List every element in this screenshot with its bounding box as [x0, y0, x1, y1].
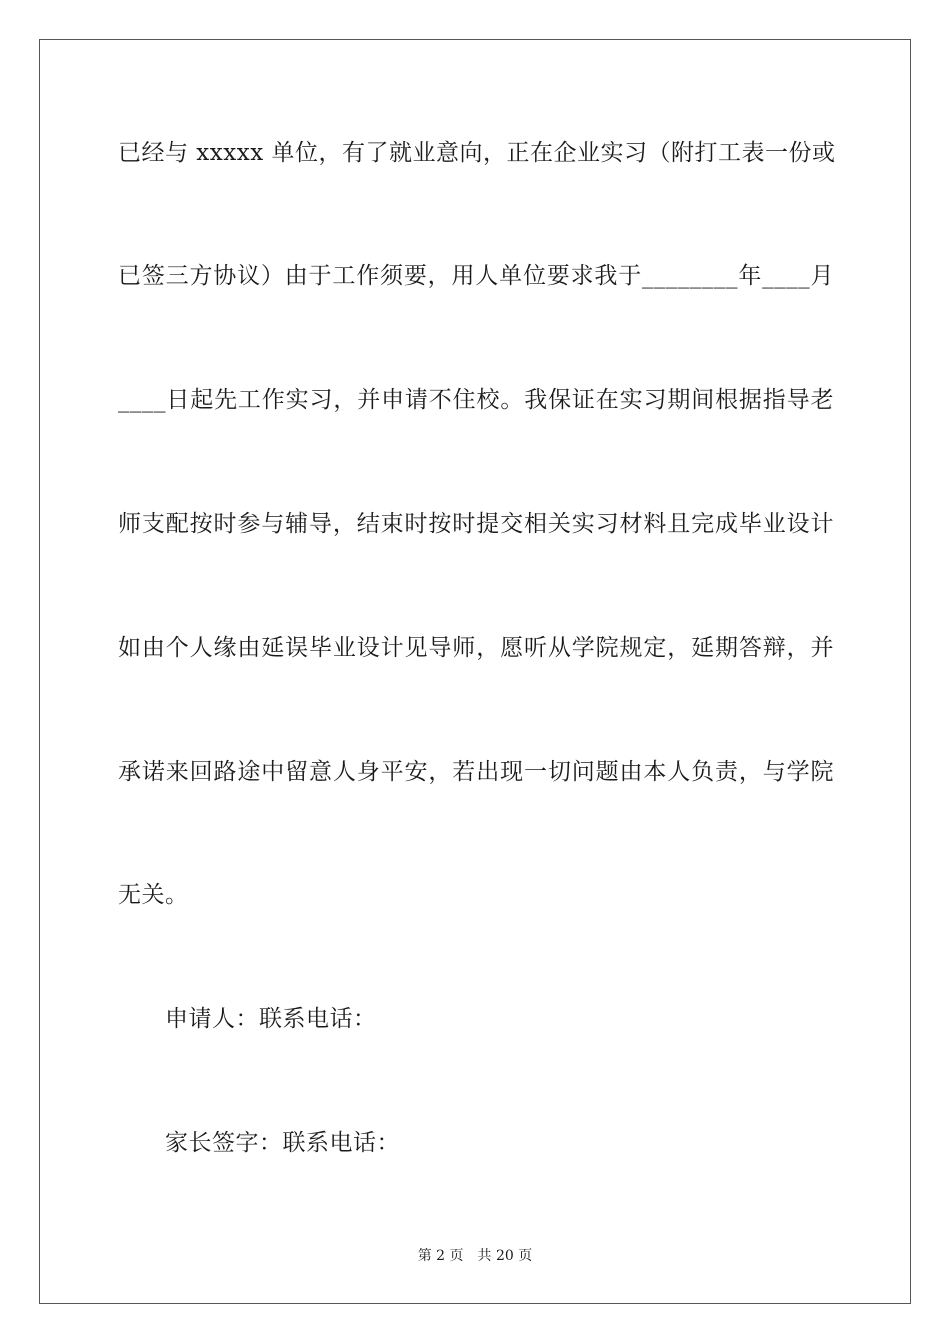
body-line-3: ____日起先工作实习，并申请不住校。我保证在实习期间根据指导老: [118, 387, 834, 413]
page-border: [39, 39, 911, 1304]
page-total: 共 20 页: [477, 1248, 533, 1264]
body-line-5: 如由个人缘由延误毕业设计见导师，愿听从学院规定，延期答辩，并: [118, 635, 834, 661]
body-line-2: 已签三方协议）由于工作须要，用人单位要求我于________年____月: [118, 263, 834, 289]
body-line-1: 已经与 xxxxx 单位，有了就业意向，正在企业实习（附打工表一份或: [118, 140, 836, 166]
body-line-7: 无关。: [118, 882, 189, 908]
body-line-4: 师支配按时参与辅导，结束时按时提交相关实习材料且完成毕业设计: [118, 511, 834, 537]
page-number: 第 2 页: [417, 1248, 464, 1264]
applicant-signature-line: 申请人：联系电话：: [165, 1006, 377, 1032]
parent-signature-line: 家长签字：联系电话：: [165, 1130, 400, 1156]
page-footer: [0, 1247, 950, 1265]
body-line-6: 承诺来回路途中留意人身平安，若出现一切问题由本人负责，与学院: [118, 759, 834, 785]
